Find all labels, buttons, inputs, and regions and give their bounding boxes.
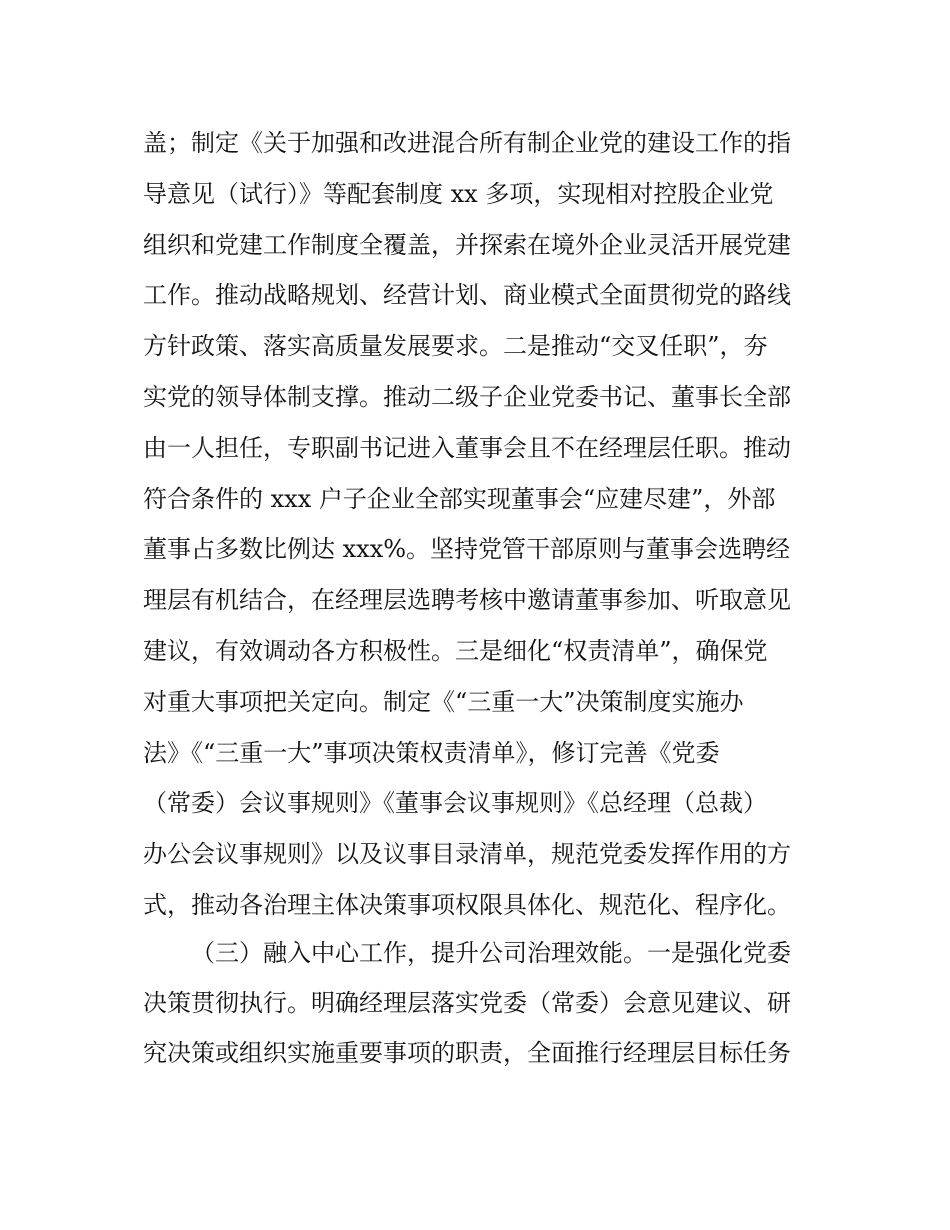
paragraph-1-line: 由一人担任，专职副书记进入董事会且不在经理层任职。推动 bbox=[143, 434, 791, 462]
paragraph-1-line: 理层有机结合，在经理层选聘考核中邀请董事参加、听取意见 bbox=[143, 586, 791, 614]
paragraph-1-line: 法》《“三重一大”事项决策权责清单》，修订完善《党委 bbox=[143, 739, 720, 767]
paragraph-2-line: 决策贯彻执行。明确经理层落实党委（常委）会意见建议、研 bbox=[143, 989, 791, 1017]
paragraph-1-line: 导意见（试行）》等配套制度 xx 多项，实现相对控股企业党 bbox=[143, 180, 774, 208]
paragraph-1-line: 对重大事项把关定向。制定《“三重一大”决策制度实施办 bbox=[143, 688, 744, 716]
paragraph-2-line: 究决策或组织实施重要事项的职责，全面推行经理层目标任务 bbox=[143, 1039, 791, 1067]
paragraph-1-line: 盖；制定《关于加强和改进混合所有制企业党的建设工作的指 bbox=[143, 129, 791, 157]
paragraph-1-line: 建议，有效调动各方积极性。三是细化“权责清单”，确保党 bbox=[143, 637, 768, 665]
paragraph-1-line: 工作。推动战略规划、经营计划、商业模式全面贯彻党的路线 bbox=[143, 281, 791, 309]
paragraph-1-line: 实党的领导体制支撑。推动二级子企业党委书记、董事长全部 bbox=[143, 383, 791, 411]
paragraph-1-line: 办公会议事规则》以及议事目录清单，规范党委发挥作用的方 bbox=[143, 840, 791, 868]
paragraph-1-line: （常委）会议事规则》《董事会议事规则》《总经理（总裁） bbox=[143, 789, 767, 817]
paragraph-1-line: 组织和党建工作制度全覆盖，并探索在境外企业灵活开展党建 bbox=[143, 231, 791, 259]
paragraph-1-line: 董事占多数比例达 xxx%。坚持党管干部原则与董事会选聘经 bbox=[143, 535, 791, 563]
paragraph-1-line: 式，推动各治理主体决策事项权限具体化、规范化、程序化。 bbox=[143, 891, 791, 919]
paragraph-1-line: 符合条件的 xxx 户子企业全部实现董事会“应建尽建”，外部 bbox=[143, 485, 776, 513]
paragraph-1-line: 方针政策、落实高质量发展要求。二是推动“交叉任职”，夯 bbox=[143, 332, 768, 360]
paragraph-2-line-indented: （三）融入中心工作，提升公司治理效能。一是强化党委 bbox=[191, 939, 791, 967]
